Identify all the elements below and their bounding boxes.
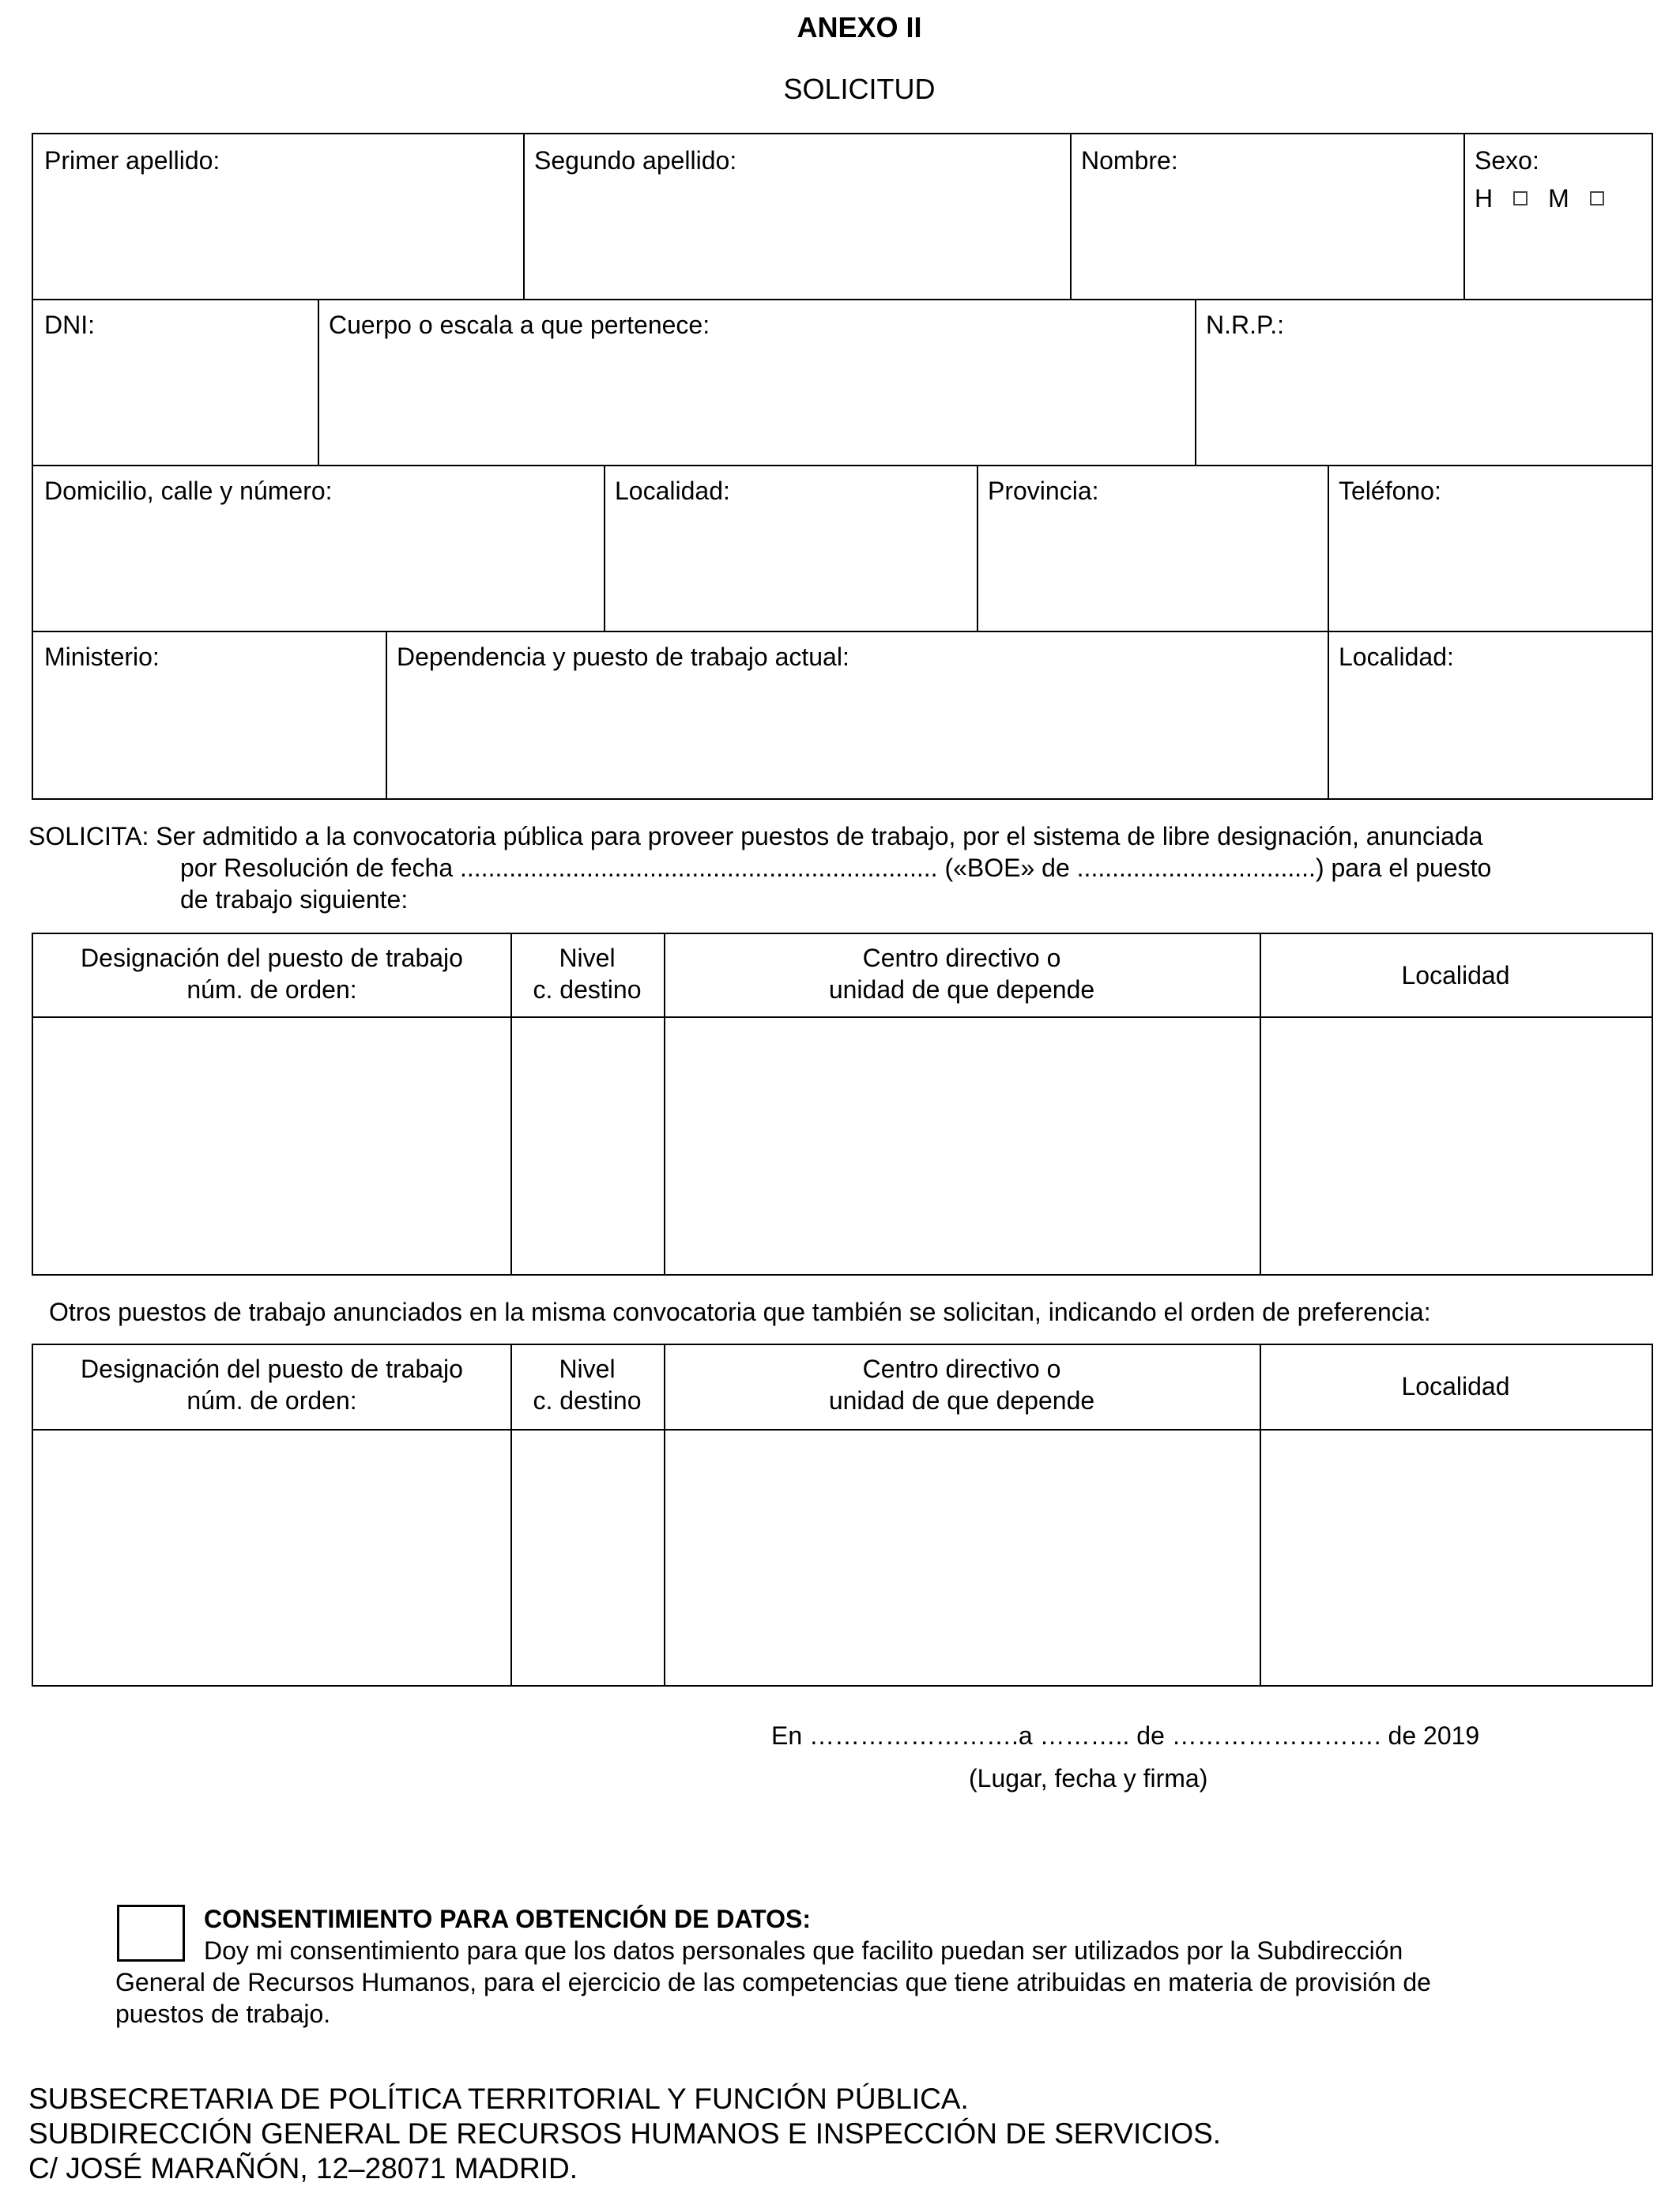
label-telefono: Teléfono: [1339, 477, 1441, 505]
th-designacion-line1: Designación del puesto de trabajo [81, 944, 463, 972]
th-designacion-2 [33, 1345, 512, 1431]
consent-heading: CONSENTIMIENTO PARA OBTENCIÓN DE DATOS: [204, 1905, 812, 1933]
field-telefono[interactable] [1328, 465, 1652, 632]
td-centro-2[interactable] [664, 1429, 1261, 1685]
annex-title: ANEXO II [797, 11, 922, 43]
th-centro-2 [664, 1345, 1261, 1431]
solicita-line-1: SOLICITA: Ser admitido a la convocatoria pública para proveer puestos de trabajo, por el sistema de libre designación, anunciada [28, 822, 1483, 850]
solicita-line-2: por Resolución de fecha .................................................................... («BOE» de ..................................) para el puesto [180, 854, 1492, 882]
label-localidad-2: Localidad: [1339, 643, 1454, 671]
label-nombre: Nombre: [1081, 146, 1178, 175]
field-dni[interactable] [33, 299, 319, 466]
puesto-table [32, 933, 1653, 1276]
th-centro-line1: Centro directivo o [862, 944, 1061, 972]
consent-line-3: puestos de trabajo. [115, 2000, 331, 2028]
th-nivel-2-line1: Nivel [559, 1355, 616, 1383]
th-designacion [33, 934, 512, 1018]
signature-caption: (Lugar, fecha y firma) [969, 1764, 1208, 1793]
consent-checkbox[interactable] [117, 1905, 185, 1962]
sexo-m-checkbox[interactable] [1590, 191, 1604, 205]
field-domicilio[interactable] [33, 465, 605, 632]
td-nivel-2[interactable] [510, 1429, 665, 1685]
th-nivel-line1: Nivel [559, 944, 616, 972]
field-localidad[interactable] [604, 465, 978, 632]
label-segundo-apellido: Segundo apellido: [534, 146, 737, 175]
form-title: SOLICITUD [783, 73, 936, 105]
label-localidad: Localidad: [615, 477, 730, 505]
solicita-line-3: de trabajo siguiente: [180, 885, 409, 914]
th-centro-2-line2: unidad de que depende [828, 1386, 1095, 1415]
label-provincia: Provincia: [988, 477, 1099, 505]
label-cuerpo: Cuerpo o escala a que pertenece: [329, 311, 710, 339]
otros-puestos-table [32, 1344, 1653, 1687]
td-localidad-2[interactable] [1260, 1429, 1652, 1685]
label-sexo: Sexo: [1475, 146, 1539, 175]
label-dni: DNI: [44, 311, 95, 339]
label-ministerio: Ministerio: [44, 643, 160, 671]
th-localidad-label: Localidad [1401, 961, 1510, 990]
th-nivel-2-line2: c. destino [533, 1386, 642, 1415]
field-primer-apellido[interactable] [33, 134, 525, 300]
sexo-options [1475, 183, 1625, 213]
field-cuerpo[interactable] [318, 299, 1196, 466]
field-segundo-apellido[interactable] [523, 134, 1072, 300]
footer-line-3: C/ JOSÉ MARAÑÓN, 12–28071 MADRID. [28, 2152, 578, 2185]
td-designacion-2[interactable] [33, 1429, 512, 1685]
sexo-h-label: H [1475, 184, 1494, 213]
th-localidad-2-label: Localidad [1401, 1372, 1510, 1400]
th-designacion-2-line2: núm. de orden: [186, 1386, 357, 1415]
label-nrp: N.R.P.: [1206, 311, 1284, 339]
otros-puestos-text: Otros puestos de trabajo anunciados en la misma convocatoria que también se solicitan, indicando el orden de preferencia: [49, 1298, 1431, 1326]
sexo-h-checkbox[interactable] [1513, 191, 1527, 205]
label-primer-apellido: Primer apellido: [44, 146, 220, 175]
signature-date-line: En …………………….a ……….. de ……………………. de 2019 [771, 1721, 1480, 1750]
consent-line-2: General de Recursos Humanos, para el ejercicio de las competencias que tiene atribuidas en materia de provisión de [115, 1968, 1431, 1996]
field-nrp[interactable] [1195, 299, 1652, 466]
th-localidad [1260, 934, 1652, 1018]
th-designacion-2-line1: Designación del puesto de trabajo [81, 1355, 463, 1383]
field-localidad-2[interactable] [1328, 631, 1652, 798]
sexo-m-label: M [1548, 184, 1569, 213]
label-dependencia: Dependencia y puesto de trabajo actual: [397, 643, 849, 671]
field-ministerio[interactable] [33, 631, 387, 798]
label-domicilio: Domicilio, calle y número: [44, 477, 333, 505]
field-nombre[interactable] [1070, 134, 1465, 300]
td-nivel[interactable] [510, 1016, 665, 1274]
th-centro [664, 934, 1261, 1018]
th-centro-2-line1: Centro directivo o [862, 1355, 1061, 1383]
th-localidad-2 [1260, 1345, 1652, 1431]
personal-data-form [32, 133, 1653, 800]
td-localidad[interactable] [1260, 1016, 1652, 1274]
footer-line-1: SUBSECRETARIA DE POLÍTICA TERRITORIAL Y FUNCIÓN PÚBLICA. [28, 2083, 969, 2115]
th-centro-line2: unidad de que depende [828, 975, 1095, 1004]
th-nivel-2 [510, 1345, 665, 1431]
field-provincia[interactable] [977, 465, 1329, 632]
td-designacion[interactable] [33, 1016, 512, 1274]
footer-line-2: SUBDIRECCIÓN GENERAL DE RECURSOS HUMANOS E INSPECCIÓN DE SERVICIOS. [28, 2117, 1222, 2150]
field-dependencia[interactable] [386, 631, 1329, 798]
td-centro[interactable] [664, 1016, 1261, 1274]
th-nivel [510, 934, 665, 1018]
field-sexo [1463, 134, 1652, 300]
consent-line-1: Doy mi consentimiento para que los datos personales que facilito puedan ser utilizados por la Subdirección [204, 1936, 1403, 1965]
th-designacion-line2: núm. de orden: [186, 975, 357, 1004]
th-nivel-line2: c. destino [533, 975, 642, 1004]
